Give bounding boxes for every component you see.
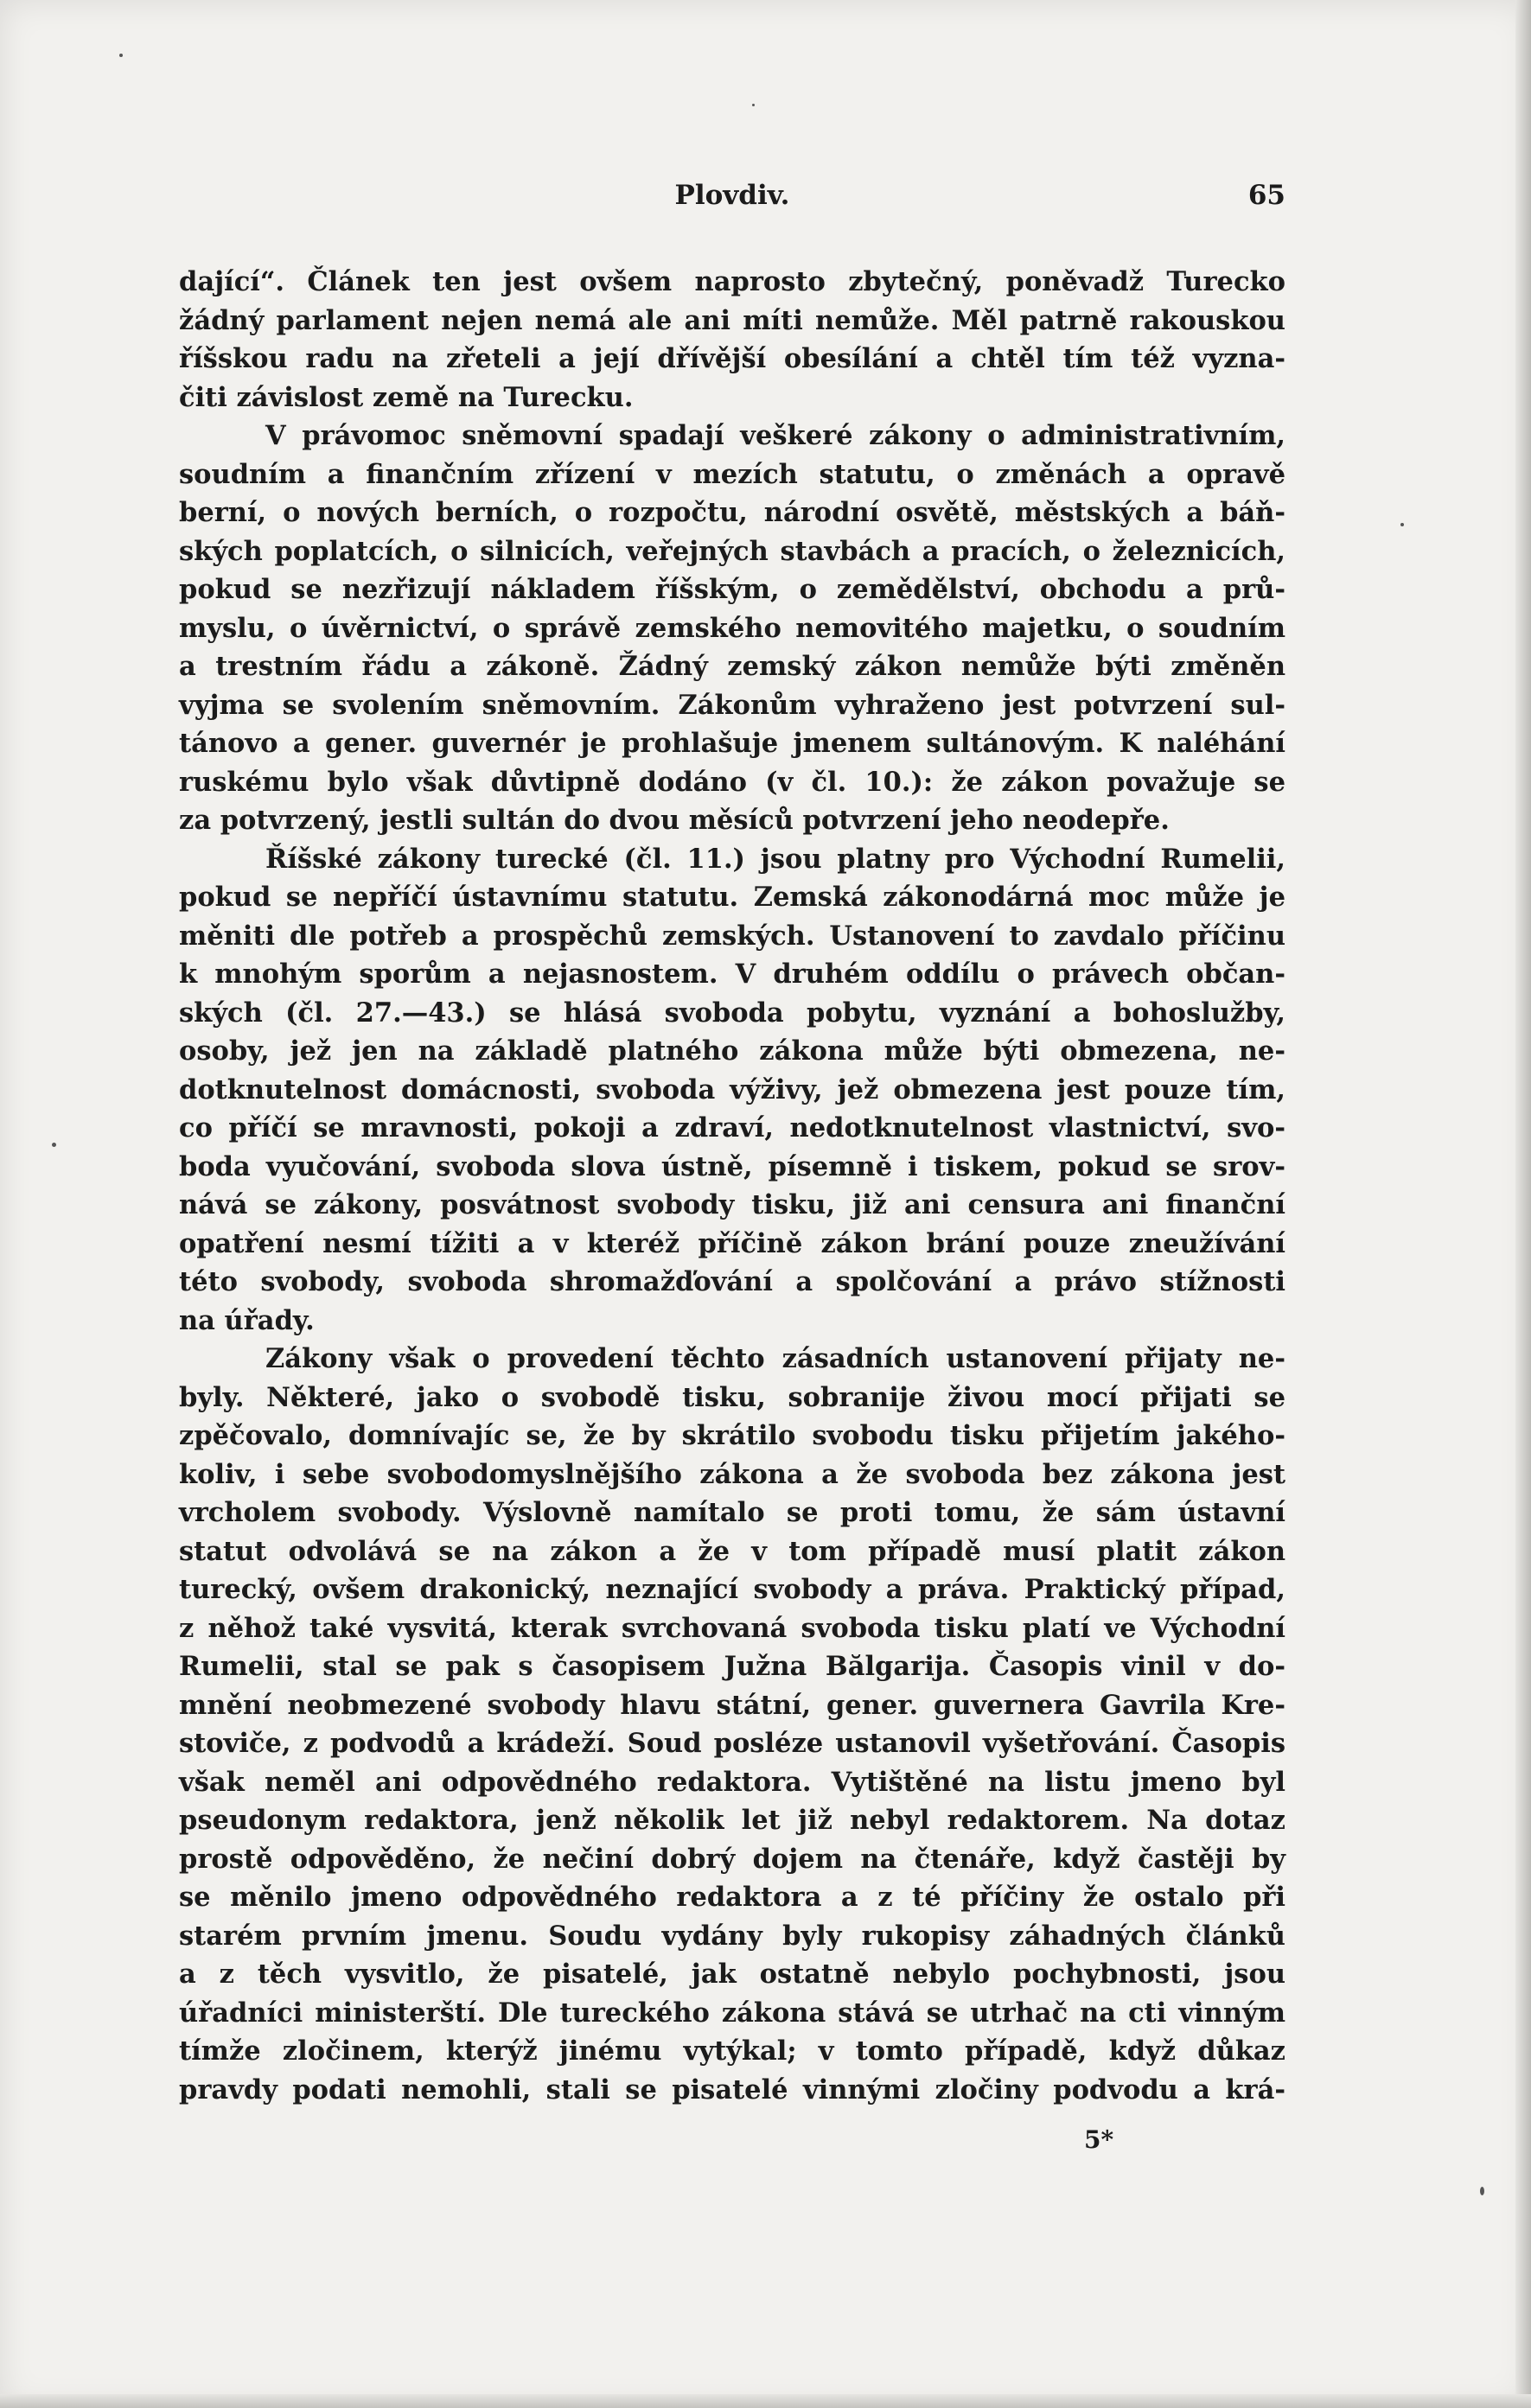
text-line: V právomoc sněmovní spadají veškeré zákony o administrativním,	[265, 420, 1285, 451]
print-speck	[1400, 523, 1404, 526]
running-head	[179, 180, 1285, 223]
print-speck	[119, 54, 123, 57]
text-line: Zákony však o provedení těchto zásadních ustanovení přijaty ne-	[265, 1343, 1285, 1374]
text-line: turecký, ovšem drakonický, neznající svobody a práva. Praktický případ,	[179, 1574, 1285, 1605]
text-line: soudním a finančním zřízení v mezích statutu, o změnách a opravě	[179, 458, 1285, 490]
body-text	[179, 263, 1285, 2109]
text-line: nává se zákony, posvátnost svobody tisku, již ani censura ani finanční	[179, 1189, 1285, 1220]
text-line: ských (čl. 27.—43.) se hlásá svoboda pobytu, vyznání a bohoslužby,	[179, 997, 1285, 1029]
text-line: opatření nesmí tížiti a v kteréž příčině zákon brání pouze zneužívání	[179, 1227, 1285, 1259]
text-line: Rumelii, stal se pak s časopisem Južna Bălgarija. Časopis vinil v do-	[179, 1651, 1285, 1682]
print-speck	[52, 1143, 56, 1147]
text-line: na úřady.	[179, 1304, 315, 1336]
text-line: byly. Některé, jako o svobodě tisku, sobranije živou mocí přijati se	[179, 1381, 1285, 1413]
text-line: co příčí se mravnosti, pokoji a zdraví, nedotknutelnost vlastnictví, svo-	[179, 1112, 1285, 1143]
text-line: pseudonym redaktora, jenž několik let již nebyl redaktorem. Na dotaz	[179, 1805, 1285, 1836]
print-speck	[1480, 2187, 1484, 2195]
paragraph	[179, 1340, 1285, 2109]
text-line: pokud se nepříčí ústavnímu statutu. Zemská zákonodárná moc může je	[179, 882, 1285, 913]
text-line: vyjma se svolením sněmovním. Zákonům vyhraženo jest potvrzení sul-	[179, 689, 1285, 721]
text-line: ských poplatcích, o silnicích, veřejných stavbách a pracích, o železnicích,	[179, 535, 1285, 567]
text-line: dotknutelnost domácnosti, svoboda výživy, jež obmezena jest pouze tím,	[179, 1073, 1285, 1105]
text-line: pokud se nezřizují nákladem říšským, o zemědělství, obchodu a prů-	[179, 574, 1285, 605]
text-line: stoviče, z podvodů a krádeží. Soud posléze ustanovil vyšetřování. Časopis	[179, 1728, 1285, 1759]
text-line: tánovo a gener. guvernér je prohlašuje jmenem sultánovým. K naléhání	[179, 728, 1285, 759]
text-line: ruskému bylo však důvtipně dodáno (v čl. 10.): že zákon považuje se	[179, 766, 1285, 798]
text-line: se měnilo jmeno odpovědného redaktora a z té příčiny že ostalo při	[179, 1882, 1285, 1913]
paragraph	[179, 263, 1285, 417]
text-line: žádný parlament nejen nemá ale ani míti nemůže. Měl patrně rakouskou	[179, 304, 1285, 336]
text-line: prostě odpověděno, že nečiní dobrý dojem na čtenáře, když častěji by	[179, 1843, 1285, 1875]
text-line: mnění neobmezené svobody hlavu státní, gener. guvernera Gavrila Kre-	[179, 1689, 1285, 1721]
text-line: dající“. Článek ten jest ovšem naprosto zbytečný, poněvadž Turecko	[179, 266, 1285, 297]
page-number: 65	[1247, 180, 1285, 211]
text-line: starém prvním jmenu. Soudu vydány byly rukopisy záhadných článků	[179, 1920, 1285, 1952]
text-line: a z těch vysvitlo, že pisatelé, jak ostatně nebylo pochybnosti, jsou	[179, 1959, 1285, 1990]
text-line: k mnohým sporům a nejasnostem. V druhém oddílu o právech občan-	[179, 959, 1285, 990]
text-line: za potvrzený, jestli sultán do dvou měsíců potvrzení jeho neodepře.	[179, 805, 1170, 836]
text-line: statut odvolává se na zákon a že v tom případě musí platit zákon	[179, 1535, 1285, 1567]
text-line: úřadníci ministerští. Dle tureckého zákona stává se utrhač na cti vinným	[179, 1997, 1285, 2029]
text-line: čiti závislost země na Turecku.	[179, 381, 634, 413]
text-line: myslu, o úvěrnictví, o správě zemského nemovitého majetku, o soudním	[179, 612, 1285, 644]
paragraph	[179, 417, 1285, 840]
paragraph	[179, 840, 1285, 1341]
page-bottom-edge	[0, 2394, 1531, 2408]
text-line: boda vyučování, svoboda slova ústně, písemně i tiskem, pokud se srov-	[179, 1150, 1285, 1182]
text-line: této svobody, svoboda shromažďování a spolčování a právo stížnosti	[179, 1266, 1285, 1297]
text-line: a trestním řádu a zákoně. Žádný zemský zákon nemůže býti změněn	[179, 651, 1285, 682]
text-line: však neměl ani odpovědného redaktora. Vytištěné na listu jmeno byl	[179, 1766, 1285, 1798]
text-line: tímže zločinem, kterýž jinému vytýkal; v tomto případě, když důkaz	[179, 2035, 1285, 2067]
text-line: pravdy podati nemohli, stali se pisatelé vinnými zločiny podvodu a krá-	[179, 2074, 1285, 2105]
text-line: vrcholem svobody. Výslovně namítalo se proti tomu, že sám ústavní	[179, 1497, 1285, 1528]
page-edge-shadow	[1515, 0, 1531, 2408]
text-line: osoby, jež jen na základě platného zákona může býti obmezena, ne-	[179, 1035, 1285, 1067]
running-title: Plovdiv.	[674, 180, 790, 211]
printer-signature-mark: 5*	[1084, 2125, 1114, 2154]
text-line: zpěčovalo, domnívajíc se, že by skrátilo svobodu tisku přijetím jakého-	[179, 1420, 1285, 1451]
text-line: říšskou radu na zřeteli a její dřívější obesílání a chtěl tím též vyzna-	[179, 343, 1285, 374]
text-line: berní, o nových berních, o rozpočtu, národní osvětě, městských a báň-	[179, 497, 1285, 528]
print-speck	[752, 104, 755, 106]
text-line: měniti dle potřeb a prospěchů zemských. Ustanovení to zavdalo příčinu	[179, 920, 1285, 952]
text-line: koliv, i sebe svobodomyslnějšího zákona a že svoboda bez zákona jest	[179, 1458, 1285, 1490]
text-line: z něhož také vysvitá, kterak svrchovaná svoboda tisku platí ve Východní	[179, 1612, 1285, 1644]
text-line: Říšské zákony turecké (čl. 11.) jsou platny pro Východní Rumelii,	[265, 843, 1285, 875]
